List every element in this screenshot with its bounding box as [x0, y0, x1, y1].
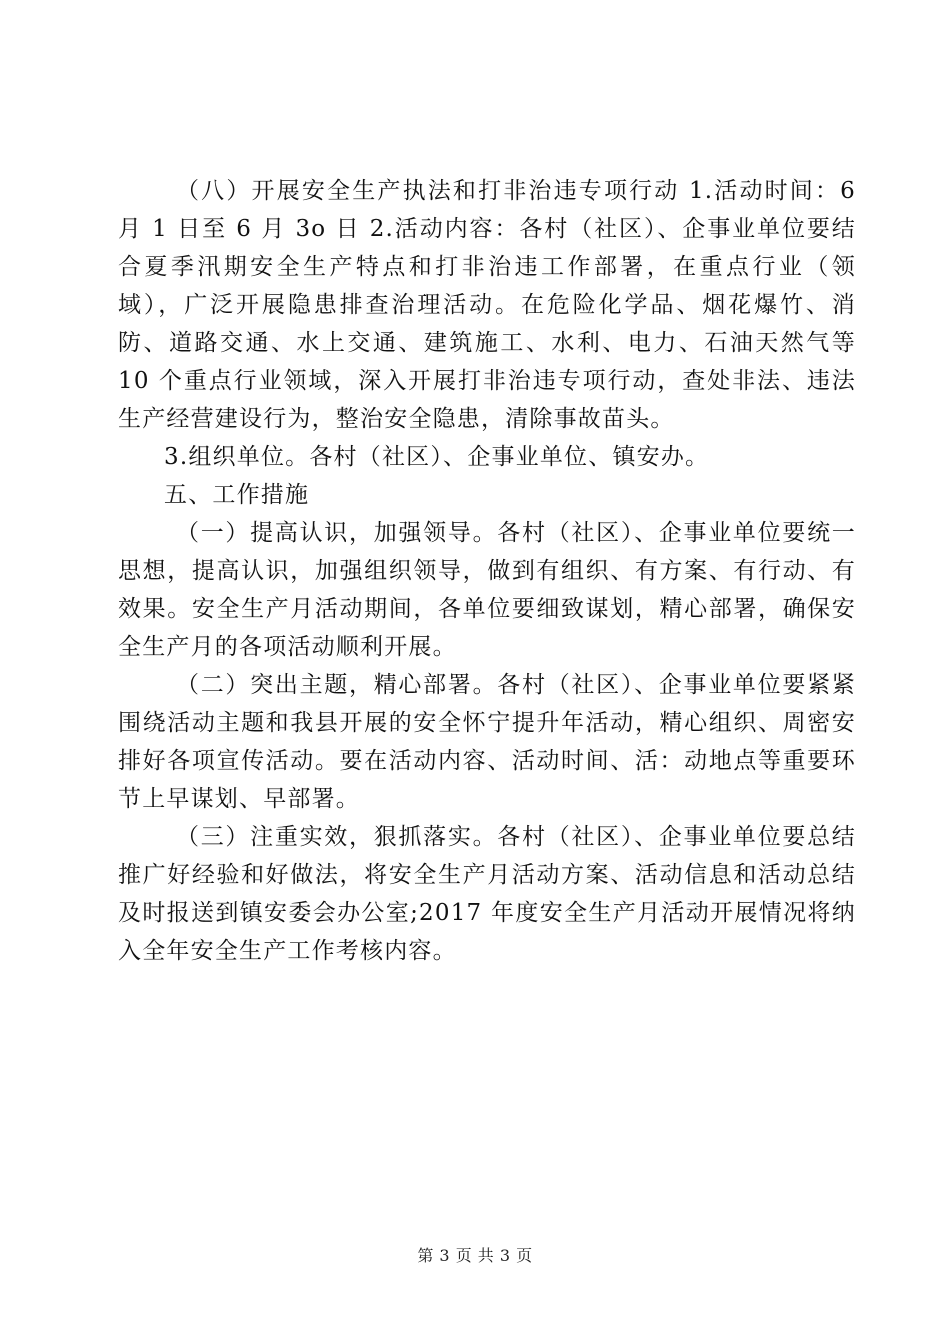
- page-number-footer: 第 3 页 共 3 页: [417, 1246, 533, 1265]
- paragraph-special-action: （八）开展安全生产执法和打非治违专项行动 1.活动时间：6 月 1 日至 6 月 3o 日 2.活动内容：各村（社区）、企事业单位要结合夏季汛期安全生产特点和打非治违工作部署，在重点行业（领域），广泛开展隐患排查治理活动。在危险化学品、烟花爆竹、消防、道路交通、水上交通、建筑施工、水利、电力、石油天然气等 10 个重点行业领域，深入开展打非治违专项行动，查处非法、违法生产经营建设行为，整治安全隐患，清除事故苗头。: [118, 178, 856, 432]
- paragraph-organizing-units: 3.组织单位。各村（社区）、企事业单位、镇安办。: [164, 444, 710, 470]
- paragraph-measure-one: （一）提高认识，加强领导。各村（社区）、企事业单位要统一思想，提高认识，加强组织领导，做到有组织、有方案、有行动、有效果。安全生产月活动期间，各单位要细致谋划，精心部署，确保安全生产月的各项活动顺利开展。: [118, 520, 856, 660]
- paragraph-measure-three: （三）注重实效，狠抓落实。各村（社区）、企事业单位要总结推广好经验和好做法，将安全生产月活动方案、活动信息和活动总结及时报送到镇安委会办公室;2017 年度安全生产月活动开展情况将纳入全年安全生产工作考核内容。: [118, 824, 856, 964]
- section-heading-work-measures: 五、工作措施: [164, 482, 310, 508]
- paragraph-measure-two: （二）突出主题，精心部署。各村（社区）、企事业单位要紧紧围绕活动主题和我县开展的安全怀宁提升年活动，精心组织、周密安排好各项宣传活动。要在活动内容、活动时间、活：动地点等重要环节上早谋划、早部署。: [118, 672, 856, 812]
- document-body: [118, 172, 856, 970]
